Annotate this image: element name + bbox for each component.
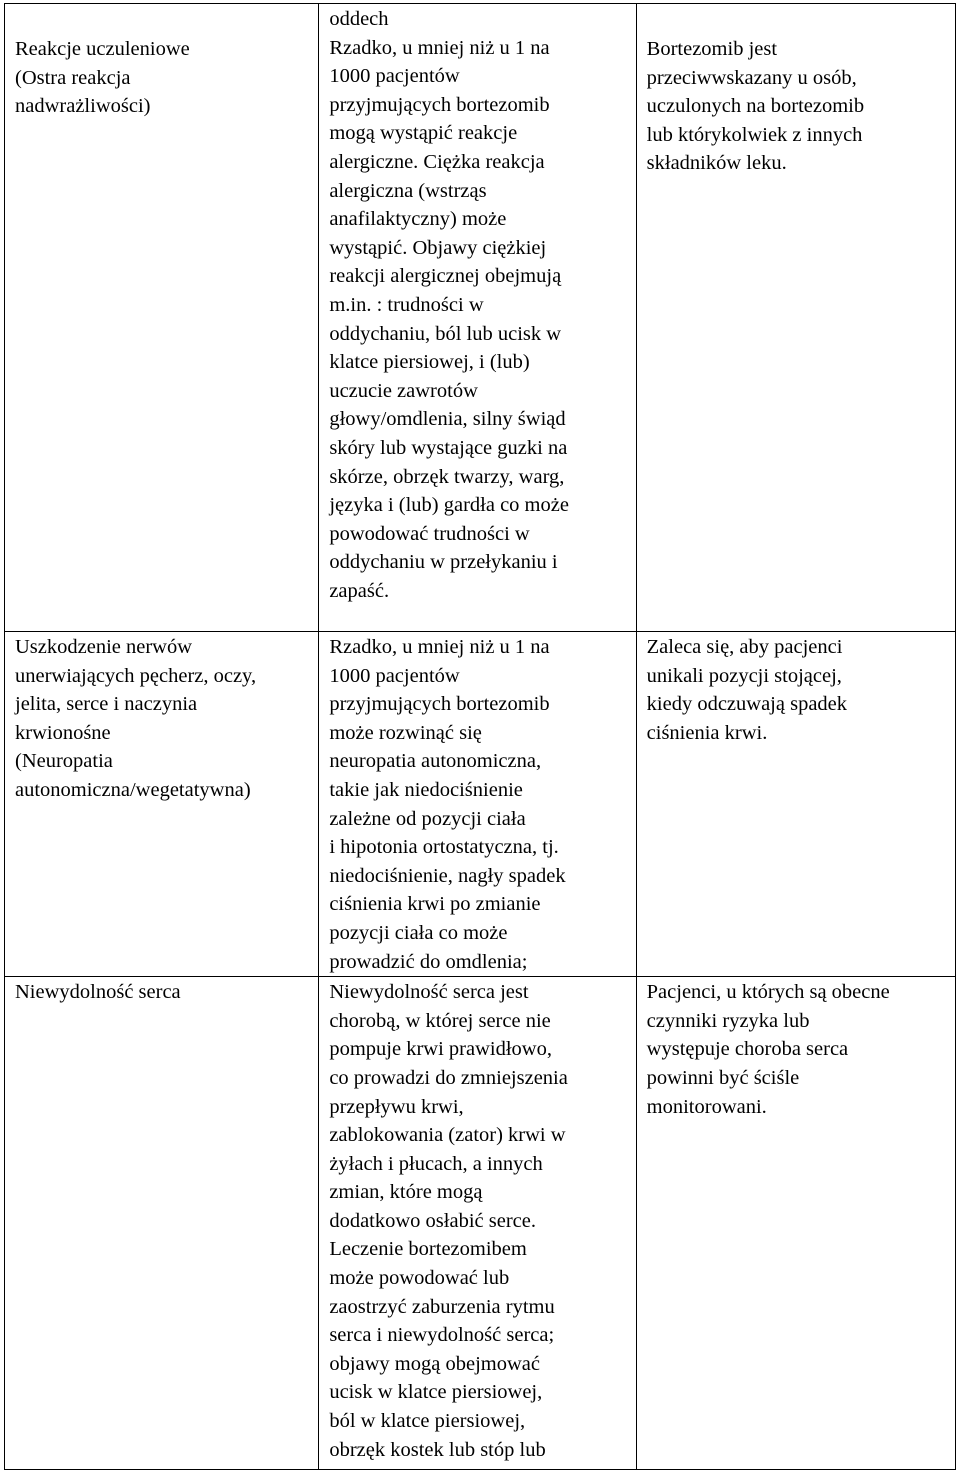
text-line: może rozwinąć się <box>329 721 482 744</box>
text-line: skórze, obrzęk twarzy, warg, <box>329 465 565 488</box>
text-line: oddychaniu, ból lub ucisk w <box>329 322 562 345</box>
text-line: m.in. : trudności w <box>329 293 484 316</box>
text-line: monitorowani. <box>646 1095 767 1118</box>
text-line: zaostrzyć zaburzenia rytmu <box>329 1295 555 1318</box>
text-line: unerwiających pęcherz, oczy, <box>15 664 257 687</box>
text-line: powodować trudności w <box>329 522 530 545</box>
table-row <box>5 632 956 977</box>
text-line: czynniki ryzyka lub <box>646 1009 810 1032</box>
text-line: 1000 pacjentów <box>329 65 460 88</box>
text-line: i hipotonia ortostatyczna, tj. <box>329 836 559 859</box>
side-effect-cell <box>5 4 319 632</box>
text-line: serca i niewydolność serca; <box>329 1324 555 1347</box>
recommendation-text <box>637 978 955 1121</box>
text-line: prowadzić do omdlenia; <box>329 950 528 973</box>
text-line: zmian, które mogą <box>329 1181 483 1204</box>
description-text <box>319 978 635 1464</box>
table-row <box>5 4 956 632</box>
text-line: 1000 pacjentów <box>329 664 460 687</box>
text-line: (Ostra reakcja <box>15 66 131 89</box>
text-line: niedociśnienie, nagły spadek <box>329 864 566 887</box>
text-line: kiedy odczuwają spadek <box>646 693 848 716</box>
description-cell <box>319 632 636 977</box>
text-line: zapaść. <box>329 579 390 602</box>
text-line: alergiczne. Ciężka reakcja <box>329 150 545 173</box>
recommendation-text <box>637 35 955 178</box>
text-line: lub którykolwiek z innych <box>646 123 863 146</box>
text-line: Pacjenci, u których są obecne <box>646 981 890 1004</box>
side-effect-cell <box>5 977 319 1470</box>
text-line: ucisk w klatce piersiowej, <box>329 1381 543 1404</box>
side-effect-text <box>5 35 318 121</box>
text-line: języka i (lub) gardła co może <box>329 494 569 517</box>
recommendation-cell <box>636 977 955 1470</box>
recommendation-text <box>637 633 955 747</box>
recommendation-cell <box>636 632 955 977</box>
description-text <box>319 5 635 605</box>
text-line: mogą wystąpić reakcje <box>329 122 518 145</box>
recommendation-cell <box>636 4 955 632</box>
text-line: wystąpić. Objawy ciężkiej <box>329 236 547 259</box>
text-line: uczucie zawrotów <box>329 379 478 402</box>
text-line: przyjmujących bortezomib <box>329 93 550 116</box>
text-line: co prowadzi do zmniejszenia <box>329 1066 568 1089</box>
text-line: chorobą, w której serce nie <box>329 1009 551 1032</box>
text-line: przepływu krwi, <box>329 1095 464 1118</box>
text-line: pozycji ciała co może <box>329 921 508 944</box>
text-line: unikali pozycji stojącej, <box>646 664 842 687</box>
text-line: Leczenie bortezomibem <box>329 1238 527 1261</box>
text-line: krwionośne <box>15 721 111 744</box>
table-body <box>5 4 956 1470</box>
text-line: klatce piersiowej, i (lub) <box>329 351 530 374</box>
description-cell <box>319 977 636 1470</box>
text-line: Niewydolność serca jest <box>329 981 529 1004</box>
text-line: Rzadko, u mniej niż u 1 na <box>329 36 550 59</box>
text-line: przyjmujących bortezomib <box>329 693 550 716</box>
text-line: przeciwwskazany u osób, <box>646 66 857 89</box>
text-line: nadwrażliwości) <box>15 95 151 118</box>
text-line: występuje choroba serca <box>646 1038 849 1061</box>
text-line: Uszkodzenie nerwów <box>15 636 193 658</box>
side-effects-table <box>4 3 956 1470</box>
text-line: zablokowania (zator) krwi w <box>329 1124 566 1147</box>
text-line: uczulonych na bortezomib <box>646 95 865 118</box>
description-cell <box>319 4 636 632</box>
description-text <box>319 633 635 976</box>
text-line: może powodować lub <box>329 1267 510 1290</box>
text-line: oddech <box>329 8 389 30</box>
side-effect-text <box>5 633 318 805</box>
text-line: ból w klatce piersiowej, <box>329 1410 526 1433</box>
text-line: oddychaniu w przełykaniu i <box>329 551 558 574</box>
text-line: Bortezomib jest <box>646 38 778 60</box>
text-line: alergiczna (wstrząs <box>329 179 487 202</box>
text-line: autonomiczna/wegetatywna) <box>15 778 251 801</box>
text-line: pompuje krwi prawidłowo, <box>329 1038 552 1061</box>
text-line: Niewydolność serca <box>15 981 181 1004</box>
text-line: takie jak niedociśnienie <box>329 778 523 801</box>
table-row <box>5 977 956 1470</box>
text-line: (Neuropatia <box>15 750 113 773</box>
text-line: obrzęk kostek lub stóp lub <box>329 1438 546 1461</box>
text-line: głowy/omdlenia, silny świąd <box>329 408 566 431</box>
text-line: neuropatia autonomiczna, <box>329 750 542 773</box>
text-line: jelita, serce i naczynia <box>15 693 198 716</box>
text-line: składników leku. <box>646 152 787 175</box>
text-line: Rzadko, u mniej niż u 1 na <box>329 636 550 658</box>
text-line: Zaleca się, aby pacjenci <box>646 636 843 658</box>
text-line: reakcji alergicznej obejmują <box>329 265 562 288</box>
text-line: skóry lub wystające guzki na <box>329 436 568 459</box>
side-effect-cell <box>5 632 319 977</box>
side-effect-text <box>5 978 318 1007</box>
text-line: dodatkowo osłabić serce. <box>329 1209 536 1232</box>
text-line: objawy mogą obejmować <box>329 1352 540 1375</box>
text-line: ciśnienia krwi po zmianie <box>329 893 541 916</box>
text-line: anafilaktyczny) może <box>329 208 507 231</box>
text-line: żyłach i płucach, a innych <box>329 1152 543 1175</box>
text-line: ciśnienia krwi. <box>646 721 768 744</box>
text-line: zależne od pozycji ciała <box>329 807 526 830</box>
text-line: Reakcje uczuleniowe <box>15 38 190 60</box>
text-line: powinni być ściśle <box>646 1066 800 1089</box>
